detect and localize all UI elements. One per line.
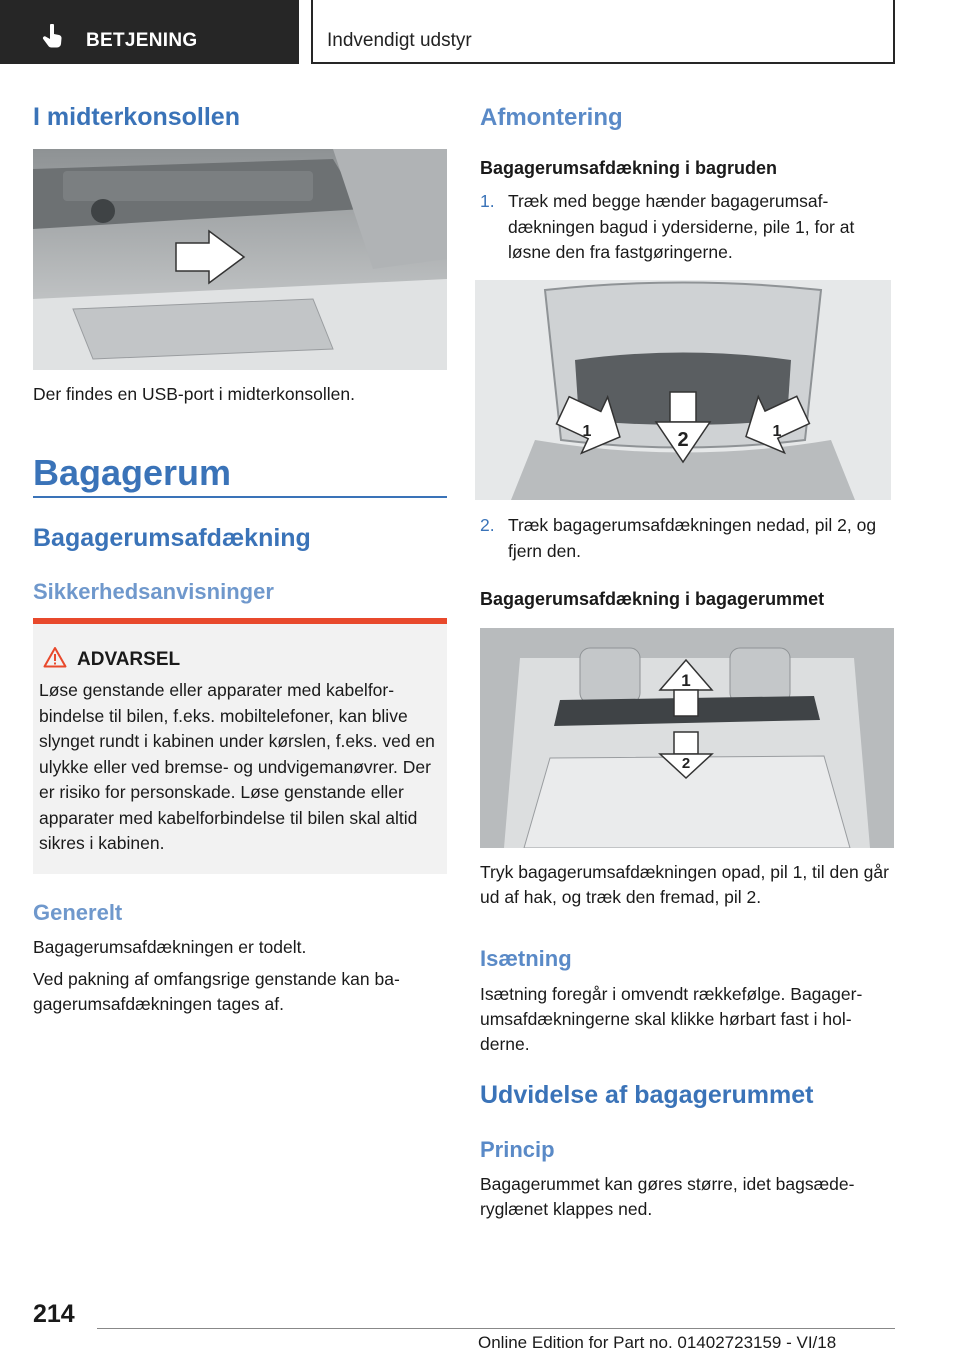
principle-text: Bagagerummet kan gøres større, idet bagsæderyglænet klappes ned. — [480, 1174, 855, 1219]
rear-window-image — [475, 280, 891, 500]
heading-rule — [33, 496, 447, 498]
step-text: Træk bagagerumsafdækningen nedad, pil 2, og fjern den. — [508, 515, 877, 561]
section-label: BETJENING — [86, 30, 198, 51]
safety-heading: Sikkerhedsanvisninger — [33, 579, 274, 604]
arrow-label-1: 1 — [681, 671, 691, 690]
principle-heading: Princip — [480, 1137, 555, 1162]
general-heading: Generelt — [33, 900, 123, 925]
footer-rule — [97, 1328, 895, 1329]
general-paragraph-2: Ved pakning af omfangsrige genstande kan bagagerumsafdækningen tages af. — [33, 969, 400, 1014]
step-number: 1. — [480, 191, 495, 211]
step-text: Træk med begge hænder bagagerumsafdækningen bagud i ydersiderne, pile 1, for at løsne den fra fastgøringerne. — [508, 191, 855, 262]
chapter-tab — [311, 0, 895, 64]
warning-triangle-icon — [43, 646, 67, 668]
step-number: 2. — [480, 515, 495, 535]
rear-window-illustration — [475, 280, 891, 500]
sub-heading: Bagagerumsafdækning — [33, 524, 311, 552]
trunk-image — [480, 628, 894, 848]
insert-heading: Isætning — [480, 946, 572, 971]
page-number: 214 — [33, 1300, 75, 1328]
hand-pointer-icon — [42, 24, 64, 48]
edition-text: Online Edition for Part no. 01402723159 - VI/18 — [478, 1333, 837, 1352]
expand-heading: Udvidelse af bagagerummet — [480, 1081, 814, 1109]
section-tab — [0, 0, 299, 64]
warning-accent-bar — [33, 618, 447, 624]
console-caption: Der findes en USB-port i midterkonsollen. — [33, 384, 355, 404]
trunk-caption: Tryk bagagerumsafdækningen opad, pil 1, til den går ud af hak, og træk den fremad, pil 2. — [480, 862, 889, 907]
removal-heading: Afmontering — [480, 104, 623, 131]
trunk-illustration — [480, 628, 894, 848]
general-paragraph-1: Bagagerumsafdækningen er todelt. — [33, 937, 307, 957]
warning-title: ADVARSEL — [77, 649, 181, 670]
arrow-label-2: 2 — [677, 429, 689, 451]
console-image — [33, 149, 447, 370]
arrow-label-1-right: 1 — [772, 423, 782, 440]
main-heading: Bagagerum — [33, 452, 232, 493]
console-heading: I midterkonsollen — [33, 103, 240, 131]
insert-text: Isætning foregår i omvendt rækkefølge. Bagagerumsafdækningerne skal klikke hørbart fast i holderne. — [480, 984, 863, 1054]
warning-box — [33, 618, 447, 874]
chapter-label: Indvendigt udstyr — [327, 30, 472, 51]
console-illustration — [33, 149, 447, 370]
warning-text: Løse genstande eller apparater med kabelforbindelse til bilen, f.eks. mobiltelefoner, kan blive slynget rundt i kabinen under kørslen, f.eks. ved en ulykke eller ved bremse- og undvigemanøvrer. Der er risiko for personskade. Løse genstande eller apparater med kabelforbindelse til bilen skal altid sikres i kabinen. — [39, 680, 435, 853]
rear-window-heading: Bagagerumsafdækning i bagruden — [480, 158, 778, 178]
arrow-label-1-left: 1 — [582, 423, 592, 440]
arrow-label-2: 2 — [681, 755, 691, 772]
trunk-heading: Bagagerumsafdækning i bagagerummet — [480, 589, 825, 609]
